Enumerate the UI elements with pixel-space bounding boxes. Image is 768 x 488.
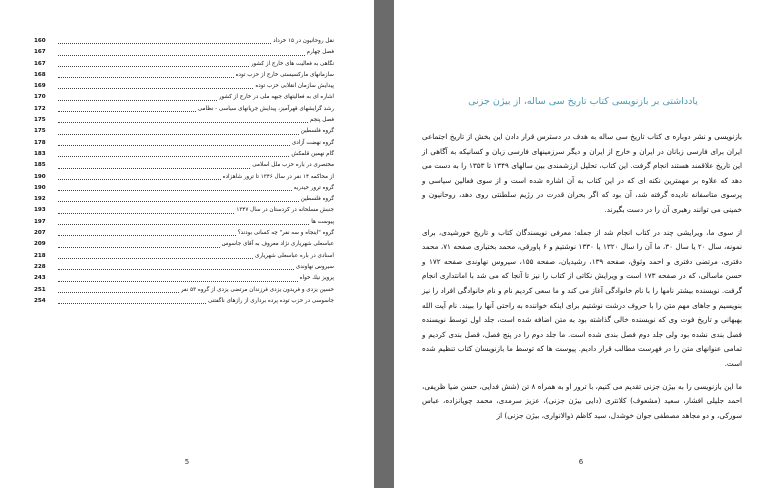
- toc-entry: [34, 36, 334, 47]
- toc-page-number: 209: [34, 241, 46, 248]
- toc-leader-dots: [58, 273, 298, 281]
- toc-title: سازمانهاى ماركسيستى خارج از حزب توده: [235, 71, 334, 78]
- toc-title: پرويز نيك خواه: [299, 275, 334, 282]
- toc-entry: [34, 115, 334, 126]
- toc-entry: [34, 81, 334, 92]
- toc-leader-dots: [58, 115, 308, 123]
- toc-title: حسين يزدى و فريدون يزدى فرزندان مرتضى يزدى از گروه ۵۳ نفر: [180, 286, 334, 293]
- toc-title: گروه "اينجاه و سه نفر" چه كسانى بودند؟: [237, 230, 334, 237]
- toc-entry: [34, 296, 334, 307]
- toc-title: از محاكمه ۱۴ نفر در سال ۱۳۴۶ تا ترور شاهزاده: [222, 173, 334, 180]
- toc-title: رشد گرايشهاى قهرآميز، پيدايش جريانهاى سياسى - نظامى: [197, 105, 334, 112]
- toc-leader-dots: [58, 262, 294, 270]
- toc-page-number: 167: [34, 60, 46, 67]
- toc-title: فصل پنجم: [309, 117, 334, 124]
- toc-entry: [34, 70, 334, 81]
- toc-leader-dots: [58, 183, 292, 191]
- toc-page-number: 169: [34, 83, 46, 90]
- toc-title: پيدايش سازمان انقلابى حزب توده: [255, 83, 334, 90]
- toc-entry: [34, 239, 334, 250]
- toc-title: سيروس نهاوندى: [295, 263, 334, 270]
- toc-leader-dots: [58, 296, 206, 304]
- toc-page-number: 175: [34, 128, 46, 135]
- toc-page-number: 172: [34, 105, 46, 112]
- toc-entry: [34, 251, 334, 262]
- toc-page-number: 243: [34, 275, 46, 282]
- toc-entry: [34, 104, 334, 115]
- toc-page-number: 193: [34, 207, 46, 214]
- toc-leader-dots: [58, 160, 250, 168]
- toc-title: جاسوسى در حزب توده پرده بردارى از رازهاى ناگفتنى: [207, 297, 334, 304]
- toc-entry: [34, 138, 334, 149]
- toc-leader-dots: [58, 251, 253, 259]
- toc-leader-dots: [58, 172, 221, 180]
- toc-page-number: 228: [34, 263, 46, 270]
- toc-title: فصل چهارم: [306, 49, 334, 56]
- toc-title: گروه ترور حيدريه: [293, 184, 334, 191]
- toc-entry: [34, 59, 334, 70]
- table-of-contents: [34, 36, 334, 307]
- toc-title: جنبش مسلحانه در كردستان در سال ۱۳۴۷: [236, 207, 334, 214]
- toc-page-number: 160: [34, 38, 46, 44]
- toc-leader-dots: [58, 138, 290, 146]
- toc-page-number: 168: [34, 71, 46, 78]
- toc-page-number: 183: [34, 150, 46, 157]
- toc-title: عباسعلى شهريارى نژاد معروف به آقاى جاسوس: [221, 241, 334, 248]
- toc-entry: [34, 172, 334, 183]
- toc-leader-dots: [58, 47, 305, 55]
- toc-title: گروه فلسطين: [300, 128, 334, 135]
- toc-page-number: 190: [34, 173, 46, 180]
- toc-page-number: 185: [34, 162, 46, 169]
- toc-entry: [34, 205, 334, 216]
- toc-entry: [34, 160, 334, 171]
- toc-title: گروه فلسطين: [300, 196, 334, 203]
- toc-entry: [34, 217, 334, 228]
- page-gutter: [374, 0, 394, 488]
- page-number-right: 6: [578, 458, 584, 466]
- toc-entry: [34, 47, 334, 58]
- toc-title: نگاهى به فعاليت هاى خارج از كشور: [250, 60, 334, 67]
- toc-entry: [34, 126, 334, 137]
- toc-leader-dots: [58, 81, 253, 89]
- toc-leader-dots: [58, 228, 236, 236]
- toc-page-number: 251: [34, 286, 46, 293]
- toc-leader-dots: [58, 36, 271, 44]
- section-heading: يادداشتى بر بازنويسى كتاب تاريخ سى ساله، از بيژن جزنى: [468, 96, 698, 107]
- toc-title: گام نهمين قلمكش: [291, 150, 334, 157]
- paragraph-1: بازنويسى و نشر دوباره ى كتاب تاريخ سى ساله به هدف در دسترس قرار دادن اين بخش از تاريخ اجتماعى ايران براى فارسى زبانان در ايران و خارج از ايران و ديگر سرزمينهاى فارسى زبان و كسانيكه به آگاهى از اين تاريخ علاقمند هستند انجام گرفت. اين كتاب، تحليل ارزشمندى بين سالهاى ۱۳۴۹ تا ۱۳۵۳ را به دست مى دهد كه علاوه بر مهمترين نكته اى كه در اين كتاب به آن اشاره شده است و از سوى فعالين سياسى و پرسوى متاسفانه ناديده گرفته شد، آن بود كه اگر بحران قدرت در رژيم سلطنتى روى دهد، روحانيون و خمينى مى توانند رهبرى آن را در دست بگيرند.: [422, 132, 742, 214]
- toc-page-number: 178: [34, 139, 46, 146]
- toc-title: مختصرى در باره حزب ملل اسلامى: [252, 162, 334, 169]
- toc-leader-dots: [58, 285, 179, 293]
- toc-title: اسنادى در باره عباسعلى شهريارى: [254, 252, 334, 259]
- toc-leader-dots: [58, 70, 234, 78]
- toc-leader-dots: [58, 239, 220, 247]
- toc-page-number: 175: [34, 117, 46, 124]
- toc-title: پيوست ها: [311, 218, 334, 225]
- toc-entry: [34, 273, 334, 284]
- toc-leader-dots: [58, 217, 309, 225]
- toc-entry: [34, 194, 334, 205]
- toc-entry: [34, 149, 334, 160]
- toc-title: گروه نهضت آزادى: [291, 139, 334, 146]
- toc-page-number: 254: [34, 297, 46, 304]
- paragraph-2: از سوى ما، ويرايشى چند در كتاب انجام شد از جمله: معرفى نويسندگان كتاب و تاريخ خورشيدى، براى نمونه، سال ۲۰ يا سال ۳۰، ما آن را سال ۱۳۲۰ يا ۱۳۳۰ نوشتيم و ۶ پاورقى، محمد بختيارى صفحه ۷۱، محمد دفترى، مرتضى دفترى و احمد وثوق، صفحه ۱۳۹، رشيديان، صفحه ۱۵۵، سيروس نهاوندى صفحه ۱۷۲ و حسن ماسالى، كه در صفحه ۱۷۳ است و ويرايش نكاتى از كتاب را نيز تا آنجا كه مى شد با امانتدارى انجام گرفت. نويسنده بيشتر نامها را با نام خانوادگى آغاز مى كند و ما سعى كرديم نام و نام خانوادگى افراد را نيز بنويسيم و جاهاى مهم متن را با حروف درشت نوشتيم براى اينكه خواننده به راحتى آنها را ببيند. نام آيت الله بهبهانى و تاريخ فوت وى كه نويسنده خالى گذاشته بود به متن اضافه شده است، جلد اول توسط نويسنده فصل بندى نشده بود ولى جلد دوم فصل بندى شده است. ما جلد دوم را در پنج فصل، فصل بندى كرديم و تمامى عنوانهاى متن را در فهرست مطالب قرار داديم. پيوست ها كه توسط ما بازنويسان كتاب تنظيم شده است.: [422, 227, 743, 368]
- toc-leader-dots: [58, 149, 289, 157]
- toc-leader-dots: [58, 92, 217, 100]
- paragraph-3: ما اين بازنويسى را به بيژن جزنى تقديم مى كنيم، با ترور او به همراه ۸ تن (شش فدايى، حسن ضيا ظريفى، احمد جليلى افشار، سعيد (مشعوف) كلانترى (دايى بيژن جزنى)، عزيز سرمدى، محمد چوپانزاده، عباس سوركى، و دو مجاهد مصطفى جوان خوشدل، سيد كاظم ذوالانوارى، بيژن جزنى) از: [422, 381, 743, 420]
- toc-leader-dots: [58, 205, 234, 213]
- toc-page-number: 207: [34, 230, 46, 237]
- toc-leader-dots: [58, 104, 196, 112]
- toc-title: اشاره اى به فعاليتهاى جبهه ملى در خارج از كشور: [218, 94, 334, 101]
- toc-entry: [34, 183, 334, 194]
- toc-page-number: 197: [34, 218, 46, 225]
- page-number-left: 5: [184, 458, 190, 466]
- toc-page-number: 190: [34, 184, 46, 191]
- right-page: [394, 0, 768, 488]
- toc-page-number: 192: [34, 196, 46, 203]
- left-page: [0, 0, 374, 488]
- toc-entry: [34, 92, 334, 103]
- toc-page-number: 218: [34, 252, 46, 259]
- toc-page-number: 167: [34, 49, 46, 56]
- body-text: [422, 130, 742, 431]
- toc-entry: [34, 228, 334, 239]
- toc-title: نقل روحانيون در ۱۵ خرداد: [273, 38, 334, 44]
- toc-leader-dots: [58, 126, 299, 134]
- toc-leader-dots: [58, 59, 249, 67]
- toc-entry: [34, 285, 334, 296]
- toc-leader-dots: [58, 194, 299, 202]
- toc-entry: [34, 262, 334, 273]
- toc-page-number: 170: [34, 94, 46, 101]
